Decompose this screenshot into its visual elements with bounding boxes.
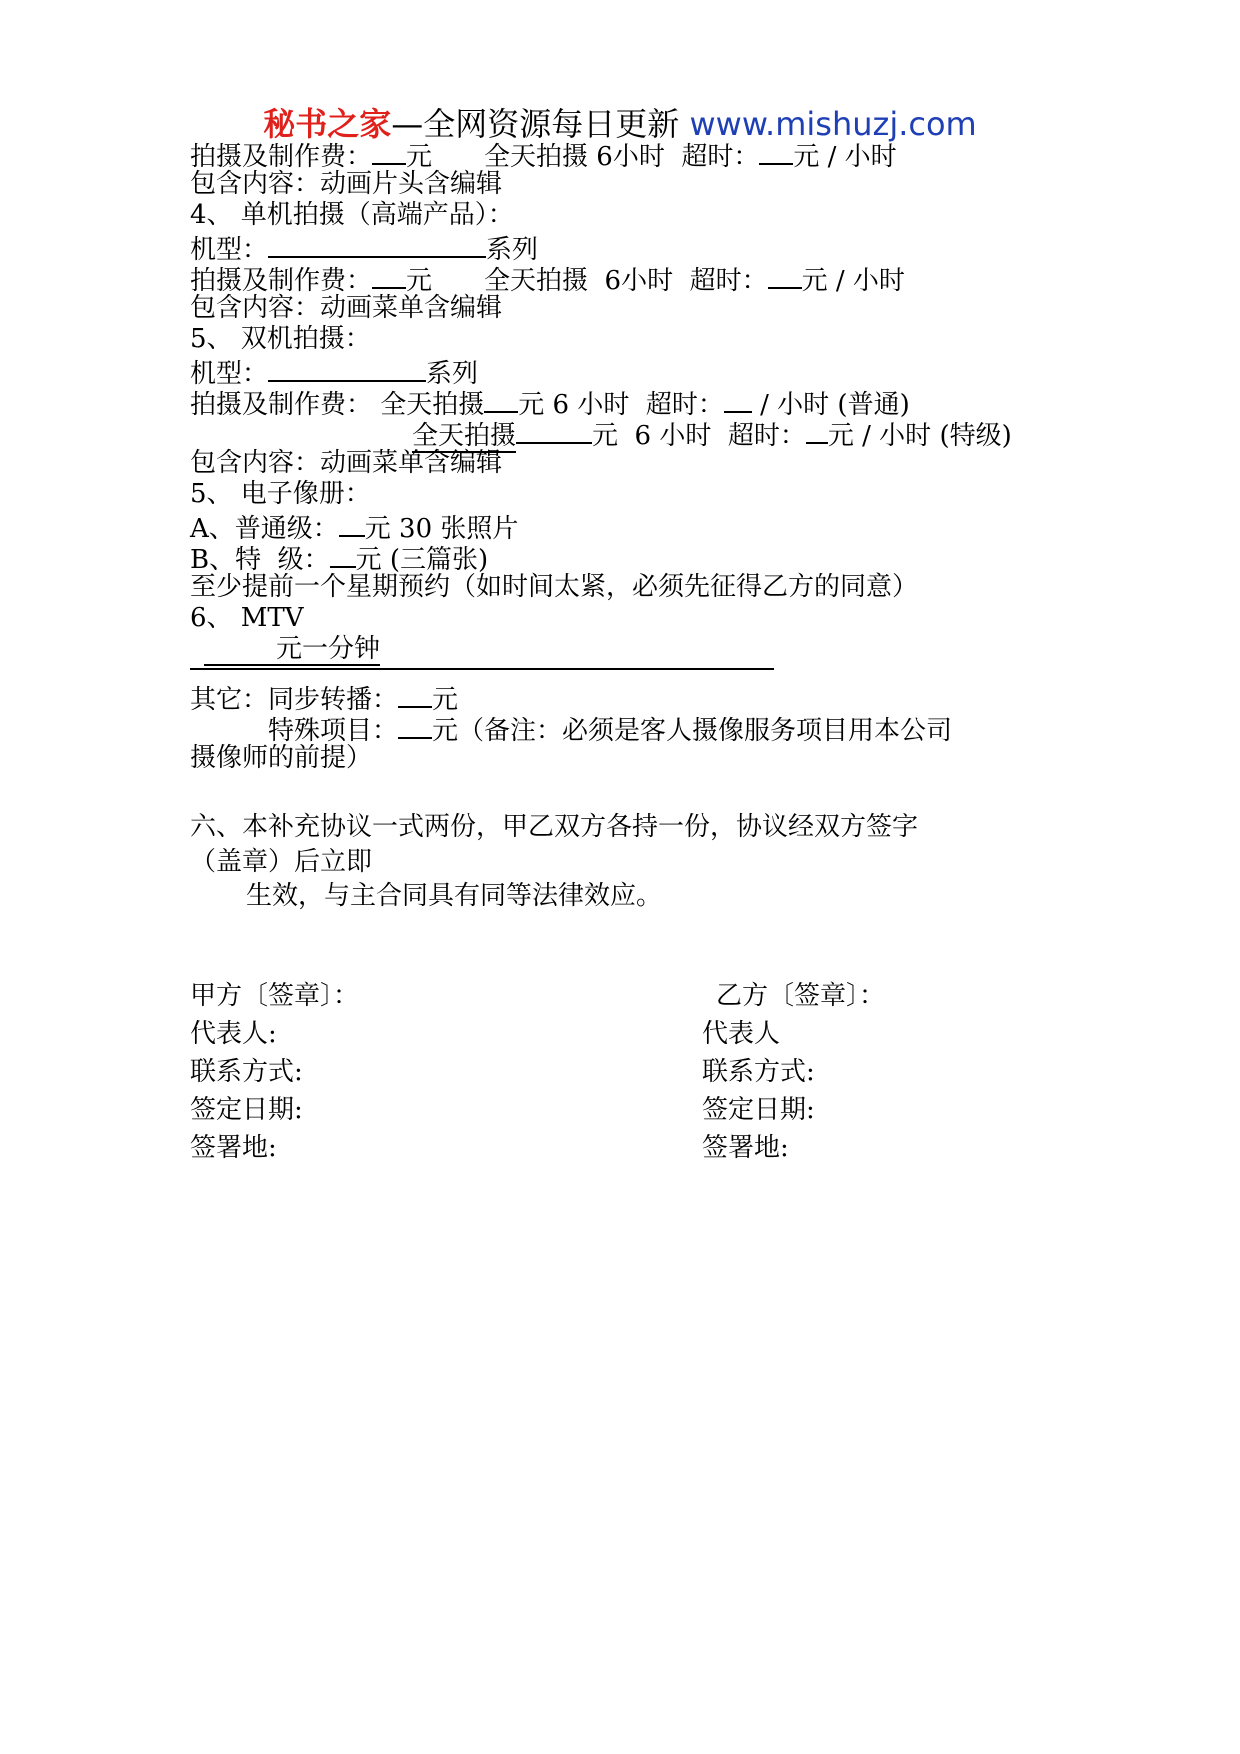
- clause-six: 六、本补充协议一式两份，甲乙双方各持一份，协议经双方签字: [190, 812, 919, 842]
- fee-label: 拍摄及制作费： 全天拍摄: [190, 390, 485, 420]
- fee-unit: / 小时 (普通): [751, 390, 910, 420]
- party-a-place: 签署地:: [190, 1133, 277, 1163]
- party-b-contact: 联系方式:: [702, 1057, 815, 1087]
- header-url[interactable]: www.mishuzj.com: [689, 105, 977, 143]
- fee-text: 元 6 小时 超时：: [518, 390, 724, 420]
- section-single-camera: 4、 单机拍摄（高端产品）：: [190, 200, 514, 230]
- party-a-contact: 联系方式:: [190, 1057, 303, 1087]
- brand-name: 秘书之家: [263, 105, 392, 143]
- fee-unit: 元 / 小时 (特级): [827, 421, 1012, 451]
- section-dual-camera: 5、 双机拍摄：: [190, 324, 371, 354]
- party-a-signature: 甲方〔签章〕：: [190, 981, 360, 1011]
- blank: [768, 261, 802, 289]
- party-b-date: 签定日期:: [702, 1095, 815, 1125]
- clause-six-cont: （盖章）后立即: [190, 847, 373, 877]
- mtv-price-text: 元一分钟: [204, 634, 380, 666]
- album-price-text: 元 30 张照片: [364, 514, 519, 544]
- series-label: 系列: [486, 235, 539, 265]
- blank: [484, 385, 518, 413]
- blank: [372, 261, 406, 289]
- album-price-text: 元 (三篇张): [355, 545, 489, 575]
- fee-unit: 元 / 小时: [801, 266, 905, 296]
- broadcast-label: 其它：同步转播：: [190, 685, 399, 715]
- section-mtv: 6、 MTV: [190, 603, 304, 633]
- party-b-representative: 代表人: [702, 1019, 781, 1049]
- section-e-album: 5、 电子像册：: [190, 479, 371, 509]
- blank: [268, 354, 426, 382]
- special-label: 特殊项目：: [268, 716, 399, 746]
- fee-text: 元 全天拍摄 6小时 超时：: [406, 266, 768, 296]
- clause-six-effect: 生效，与主合同具有同等法律效应。: [246, 881, 663, 911]
- blank: [339, 509, 365, 537]
- blank: [330, 540, 356, 568]
- party-b-place: 签署地:: [702, 1133, 789, 1163]
- booking-note: 至少提前一个星期预约（如时间太紧，必须先征得乙方的同意）: [190, 572, 919, 602]
- blank: [398, 680, 432, 708]
- blank: [516, 416, 592, 444]
- blank: [268, 230, 486, 258]
- header-slogan: —全网资源每日更新: [391, 105, 680, 143]
- party-a-representative: 代表人:: [190, 1019, 277, 1049]
- fee-text: 元 全天拍摄 6小时 超时：: [406, 142, 760, 172]
- mtv-price-line: [204, 633, 380, 665]
- fee-label: 拍摄及制作费：: [190, 266, 373, 296]
- album-level: B、特 级：: [190, 545, 330, 575]
- special-note-cont: 摄像师的前提）: [190, 743, 373, 773]
- content-line-2: 包含内容：动画菜单含编辑: [190, 293, 503, 323]
- series-label: 系列: [426, 359, 479, 389]
- model-label: 机型：: [190, 359, 269, 389]
- party-a-date: 签定日期:: [190, 1095, 303, 1125]
- blank: [398, 711, 432, 739]
- blank: [724, 385, 752, 413]
- divider-line: [190, 668, 774, 670]
- broadcast-unit: 元: [432, 685, 459, 715]
- blank: [806, 416, 828, 444]
- party-b-signature: 乙方〔签章〕：: [716, 981, 886, 1011]
- fee-label-underlined: 全天拍摄: [412, 421, 517, 451]
- model-label: 机型：: [190, 235, 269, 265]
- blank: [372, 137, 406, 165]
- content-line-1: 包含内容：动画片头含编辑: [190, 169, 503, 199]
- fee-text: 元 6 小时 超时：: [592, 421, 806, 451]
- fee-label: 拍摄及制作费：: [190, 142, 373, 172]
- album-level: A、普通级：: [190, 514, 339, 544]
- special-note: 元（备注：必须是客人摄像服务项目用本公司: [432, 716, 953, 746]
- content-line-3: 包含内容：动画菜单含编辑: [190, 448, 503, 478]
- fee-unit: 元 / 小时: [793, 142, 897, 172]
- blank: [759, 137, 793, 165]
